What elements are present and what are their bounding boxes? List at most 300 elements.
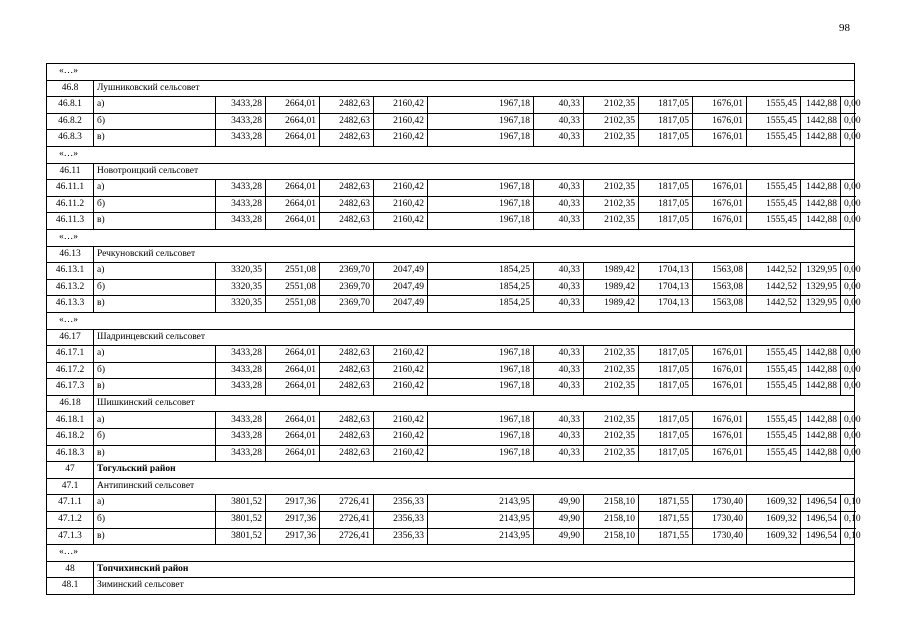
row-code: 46.11.3: [47, 213, 94, 230]
value-cell: 40,33: [534, 130, 584, 147]
value-cell: 0,00: [841, 180, 855, 197]
row-code: 46.8.1: [47, 97, 94, 114]
row-code: 46.17: [47, 329, 94, 346]
row-label: б): [94, 113, 216, 130]
settlement-name: Шишкинский сельсовет: [94, 395, 855, 412]
row-label: а): [94, 412, 216, 429]
value-cell: 40,33: [534, 379, 584, 396]
value-cell: 0,00: [841, 213, 855, 230]
row-code: 46.8.3: [47, 130, 94, 147]
row-code: 46.18.3: [47, 445, 94, 462]
value-cell: 1676,01: [693, 213, 747, 230]
value-cell: 1676,01: [693, 113, 747, 130]
value-cell: 3433,28: [216, 196, 266, 213]
value-cell: 1609,32: [747, 528, 801, 545]
value-cell: 2917,36: [266, 528, 320, 545]
row-code: 46.8: [47, 80, 94, 97]
value-cell: 2551,08: [266, 279, 320, 296]
value-cell: 1442,52: [747, 279, 801, 296]
table-row: [47, 97, 855, 114]
value-cell: 2726,41: [320, 528, 374, 545]
value-cell: 2160,42: [374, 180, 428, 197]
value-cell: 2664,01: [266, 362, 320, 379]
value-cell: 1442,88: [801, 346, 841, 363]
value-cell: 2369,70: [320, 279, 374, 296]
ellipsis-marker: «…»: [47, 64, 855, 81]
value-cell: 2160,42: [374, 429, 428, 446]
ellipsis-row: [47, 146, 855, 163]
value-cell: 1442,88: [801, 379, 841, 396]
value-cell: 1555,45: [747, 196, 801, 213]
value-cell: 1817,05: [639, 362, 693, 379]
value-cell: 1817,05: [639, 412, 693, 429]
value-cell: 1442,52: [747, 263, 801, 280]
value-cell: 3433,28: [216, 113, 266, 130]
value-cell: 2158,10: [584, 512, 639, 529]
value-cell: 40,33: [534, 429, 584, 446]
value-cell: 1676,01: [693, 445, 747, 462]
value-cell: 2482,63: [320, 429, 374, 446]
value-cell: 1676,01: [693, 429, 747, 446]
value-cell: 2482,63: [320, 130, 374, 147]
table-row: [47, 445, 855, 462]
district-header-row: [47, 462, 855, 479]
table-row: [47, 379, 855, 396]
row-label: а): [94, 346, 216, 363]
value-cell: 1676,01: [693, 180, 747, 197]
table-row: [47, 429, 855, 446]
value-cell: 2160,42: [374, 130, 428, 147]
value-cell: 0,00: [841, 296, 855, 313]
value-cell: 1676,01: [693, 97, 747, 114]
value-cell: 1442,88: [801, 362, 841, 379]
value-cell: 1442,88: [801, 213, 841, 230]
value-cell: 2482,63: [320, 113, 374, 130]
value-cell: 1442,88: [801, 196, 841, 213]
value-cell: 1329,95: [801, 279, 841, 296]
value-cell: 1967,18: [428, 445, 534, 462]
value-cell: 2664,01: [266, 379, 320, 396]
value-cell: 1555,45: [747, 362, 801, 379]
value-cell: 1676,01: [693, 362, 747, 379]
value-cell: 40,33: [534, 97, 584, 114]
value-cell: 1563,08: [693, 263, 747, 280]
value-cell: 0,00: [841, 362, 855, 379]
value-cell: 2664,01: [266, 213, 320, 230]
value-cell: 0,00: [841, 279, 855, 296]
value-cell: 3433,28: [216, 445, 266, 462]
value-cell: 2482,63: [320, 412, 374, 429]
value-cell: 1555,45: [747, 130, 801, 147]
value-cell: 49,90: [534, 495, 584, 512]
table-row: [47, 263, 855, 280]
row-code: 46.13: [47, 246, 94, 263]
row-code: 46.13.1: [47, 263, 94, 280]
value-cell: 0,10: [841, 512, 855, 529]
value-cell: 2726,41: [320, 512, 374, 529]
value-cell: 3320,35: [216, 263, 266, 280]
row-code: 48: [47, 561, 94, 578]
row-code: 46.13.3: [47, 296, 94, 313]
value-cell: 2551,08: [266, 296, 320, 313]
settlement-name: Антипинский сельсовет: [94, 478, 855, 495]
value-cell: 2102,35: [584, 379, 639, 396]
table-row: [47, 196, 855, 213]
value-cell: 40,33: [534, 263, 584, 280]
value-cell: 2664,01: [266, 130, 320, 147]
value-cell: 1704,13: [639, 296, 693, 313]
value-cell: 0,00: [841, 263, 855, 280]
value-cell: 1871,55: [639, 528, 693, 545]
row-label: в): [94, 445, 216, 462]
value-cell: 1967,18: [428, 412, 534, 429]
value-cell: 2102,35: [584, 130, 639, 147]
value-cell: 1609,32: [747, 512, 801, 529]
value-cell: 1817,05: [639, 346, 693, 363]
ellipsis-row: [47, 64, 855, 81]
table-row: [47, 346, 855, 363]
value-cell: 2160,42: [374, 97, 428, 114]
table-row: [47, 512, 855, 529]
value-cell: 1854,25: [428, 263, 534, 280]
value-cell: 2482,63: [320, 445, 374, 462]
settlement-name: Шадринцевский сельсовет: [94, 329, 855, 346]
settlement-header-row: [47, 578, 855, 595]
value-cell: 1989,42: [584, 296, 639, 313]
ellipsis-row: [47, 312, 855, 329]
value-cell: 1730,40: [693, 528, 747, 545]
value-cell: 2158,10: [584, 528, 639, 545]
value-cell: 3433,28: [216, 412, 266, 429]
value-cell: 2726,41: [320, 495, 374, 512]
value-cell: 0,10: [841, 528, 855, 545]
row-code: 48.1: [47, 578, 94, 595]
table-row: [47, 180, 855, 197]
table-row: [47, 528, 855, 545]
value-cell: 2143,95: [428, 528, 534, 545]
table-row: [47, 130, 855, 147]
value-cell: 0,00: [841, 412, 855, 429]
value-cell: 1967,18: [428, 97, 534, 114]
value-cell: 1854,25: [428, 296, 534, 313]
value-cell: 1555,45: [747, 180, 801, 197]
value-cell: 3320,35: [216, 296, 266, 313]
value-cell: 3320,35: [216, 279, 266, 296]
value-cell: 2482,63: [320, 379, 374, 396]
row-code: 46.17.3: [47, 379, 94, 396]
value-cell: 1496,54: [801, 512, 841, 529]
value-cell: 1730,40: [693, 512, 747, 529]
value-cell: 2102,35: [584, 445, 639, 462]
ellipsis-row: [47, 545, 855, 562]
row-label: б): [94, 196, 216, 213]
value-cell: 2160,42: [374, 113, 428, 130]
value-cell: 1967,18: [428, 130, 534, 147]
district-name: Тогульский район: [94, 462, 855, 479]
value-cell: 0,00: [841, 196, 855, 213]
value-cell: 3801,52: [216, 512, 266, 529]
value-cell: 40,33: [534, 113, 584, 130]
value-cell: 3433,28: [216, 429, 266, 446]
value-cell: 1329,95: [801, 263, 841, 280]
ellipsis-marker: «…»: [47, 146, 855, 163]
value-cell: 3433,28: [216, 379, 266, 396]
value-cell: 2102,35: [584, 213, 639, 230]
value-cell: 2551,08: [266, 263, 320, 280]
value-cell: 1442,88: [801, 113, 841, 130]
value-cell: 40,33: [534, 296, 584, 313]
value-cell: 2664,01: [266, 346, 320, 363]
value-cell: 0,10: [841, 495, 855, 512]
value-cell: 49,90: [534, 528, 584, 545]
value-cell: 2102,35: [584, 362, 639, 379]
value-cell: 2158,10: [584, 495, 639, 512]
value-cell: 1967,18: [428, 113, 534, 130]
value-cell: 2664,01: [266, 97, 320, 114]
value-cell: 0,00: [841, 130, 855, 147]
value-cell: 3433,28: [216, 130, 266, 147]
row-code: 47: [47, 462, 94, 479]
value-cell: 2047,49: [374, 296, 428, 313]
value-cell: 1967,18: [428, 180, 534, 197]
value-cell: 2664,01: [266, 445, 320, 462]
value-cell: 1704,13: [639, 279, 693, 296]
row-label: в): [94, 296, 216, 313]
row-code: 47.1.3: [47, 528, 94, 545]
value-cell: 1989,42: [584, 279, 639, 296]
value-cell: 3801,52: [216, 495, 266, 512]
value-cell: 2664,01: [266, 113, 320, 130]
value-cell: 2482,63: [320, 362, 374, 379]
value-cell: 1967,18: [428, 362, 534, 379]
row-code: 46.17.1: [47, 346, 94, 363]
row-code: 46.11.2: [47, 196, 94, 213]
value-cell: 1730,40: [693, 495, 747, 512]
table-row: [47, 495, 855, 512]
value-cell: 1442,88: [801, 445, 841, 462]
value-cell: 1676,01: [693, 346, 747, 363]
value-cell: 2664,01: [266, 180, 320, 197]
value-cell: 1967,18: [428, 213, 534, 230]
value-cell: 1967,18: [428, 196, 534, 213]
value-cell: 40,33: [534, 213, 584, 230]
value-cell: 1329,95: [801, 296, 841, 313]
value-cell: 1555,45: [747, 346, 801, 363]
value-cell: 1817,05: [639, 213, 693, 230]
row-label: б): [94, 279, 216, 296]
row-label: в): [94, 379, 216, 396]
value-cell: 1676,01: [693, 196, 747, 213]
tariff-table: [46, 63, 861, 595]
table-row: [47, 412, 855, 429]
row-code: 46.18.1: [47, 412, 94, 429]
value-cell: 1555,45: [747, 213, 801, 230]
settlement-header-row: [47, 163, 855, 180]
value-cell: 2143,95: [428, 495, 534, 512]
settlement-header-row: [47, 80, 855, 97]
value-cell: 1555,45: [747, 429, 801, 446]
table-row: [47, 113, 855, 130]
table-row: [47, 296, 855, 313]
row-code: 46.18.2: [47, 429, 94, 446]
value-cell: 0,00: [841, 97, 855, 114]
row-code: 46.11.1: [47, 180, 94, 197]
value-cell: 1563,08: [693, 279, 747, 296]
district-name: Топчихинский район: [94, 561, 855, 578]
value-cell: 2143,95: [428, 512, 534, 529]
value-cell: 2356,33: [374, 495, 428, 512]
value-cell: 2482,63: [320, 196, 374, 213]
value-cell: 2102,35: [584, 113, 639, 130]
value-cell: 40,33: [534, 362, 584, 379]
value-cell: 1704,13: [639, 263, 693, 280]
value-cell: 1442,88: [801, 97, 841, 114]
value-cell: 2369,70: [320, 296, 374, 313]
value-cell: 2160,42: [374, 346, 428, 363]
value-cell: 2160,42: [374, 412, 428, 429]
row-code: 46.11: [47, 163, 94, 180]
value-cell: 1817,05: [639, 130, 693, 147]
settlement-header-row: [47, 246, 855, 263]
value-cell: 0,00: [841, 379, 855, 396]
table-row: [47, 213, 855, 230]
value-cell: 1555,45: [747, 412, 801, 429]
value-cell: 2160,42: [374, 445, 428, 462]
value-cell: 2102,35: [584, 97, 639, 114]
value-cell: 1871,55: [639, 495, 693, 512]
value-cell: 2664,01: [266, 412, 320, 429]
settlement-name: Зиминский сельсовет: [94, 578, 855, 595]
value-cell: 1817,05: [639, 113, 693, 130]
settlement-header-row: [47, 329, 855, 346]
row-code: 47.1.2: [47, 512, 94, 529]
value-cell: 49,90: [534, 512, 584, 529]
ellipsis-marker: «…»: [47, 229, 855, 246]
value-cell: 1442,88: [801, 130, 841, 147]
value-cell: 2482,63: [320, 97, 374, 114]
value-cell: 1817,05: [639, 196, 693, 213]
ellipsis-row: [47, 229, 855, 246]
ellipsis-marker: «…»: [47, 312, 855, 329]
value-cell: 2160,42: [374, 362, 428, 379]
district-header-row: [47, 561, 855, 578]
value-cell: 2047,49: [374, 263, 428, 280]
value-cell: 40,33: [534, 180, 584, 197]
value-cell: 1676,01: [693, 412, 747, 429]
table-row: [47, 362, 855, 379]
ellipsis-marker: «…»: [47, 545, 855, 562]
row-label: в): [94, 528, 216, 545]
value-cell: 40,33: [534, 346, 584, 363]
value-cell: 1555,45: [747, 445, 801, 462]
row-label: а): [94, 180, 216, 197]
value-cell: 1555,45: [747, 97, 801, 114]
table-body: [47, 64, 861, 595]
table-row: [47, 279, 855, 296]
row-label: а): [94, 495, 216, 512]
value-cell: 1817,05: [639, 97, 693, 114]
value-cell: 1871,55: [639, 512, 693, 529]
row-code: 46.17.2: [47, 362, 94, 379]
value-cell: 1967,18: [428, 429, 534, 446]
value-cell: 1442,52: [747, 296, 801, 313]
value-cell: 0,00: [841, 346, 855, 363]
value-cell: 2102,35: [584, 429, 639, 446]
value-cell: 2482,63: [320, 180, 374, 197]
row-code: 46.13.2: [47, 279, 94, 296]
row-label: а): [94, 97, 216, 114]
value-cell: 1676,01: [693, 130, 747, 147]
value-cell: 1496,54: [801, 495, 841, 512]
value-cell: 1442,88: [801, 429, 841, 446]
settlement-header-row: [47, 478, 855, 495]
value-cell: 2102,35: [584, 180, 639, 197]
settlement-header-row: [47, 395, 855, 412]
value-cell: 1817,05: [639, 429, 693, 446]
row-label: а): [94, 263, 216, 280]
value-cell: 40,33: [534, 196, 584, 213]
value-cell: 1854,25: [428, 279, 534, 296]
value-cell: 3433,28: [216, 180, 266, 197]
settlement-name: Новотроицкий сельсовет: [94, 163, 855, 180]
row-label: б): [94, 512, 216, 529]
value-cell: 1817,05: [639, 379, 693, 396]
value-cell: 2160,42: [374, 213, 428, 230]
row-label: б): [94, 362, 216, 379]
value-cell: 2917,36: [266, 495, 320, 512]
value-cell: 2160,42: [374, 379, 428, 396]
value-cell: 2160,42: [374, 196, 428, 213]
value-cell: 1967,18: [428, 379, 534, 396]
row-code: 47.1: [47, 478, 94, 495]
value-cell: 2047,49: [374, 279, 428, 296]
value-cell: 1555,45: [747, 379, 801, 396]
value-cell: 0,00: [841, 429, 855, 446]
value-cell: 1989,42: [584, 263, 639, 280]
settlement-name: Речкуновский сельсовет: [94, 246, 855, 263]
row-code: 46.8.2: [47, 113, 94, 130]
value-cell: 2102,35: [584, 196, 639, 213]
value-cell: 2482,63: [320, 213, 374, 230]
value-cell: 40,33: [534, 279, 584, 296]
value-cell: 2356,33: [374, 528, 428, 545]
value-cell: 2664,01: [266, 196, 320, 213]
value-cell: 1442,88: [801, 412, 841, 429]
value-cell: 3433,28: [216, 362, 266, 379]
value-cell: 2356,33: [374, 512, 428, 529]
value-cell: 2664,01: [266, 429, 320, 446]
value-cell: 1676,01: [693, 379, 747, 396]
value-cell: 2917,36: [266, 512, 320, 529]
value-cell: 3433,28: [216, 213, 266, 230]
row-code: 46.18: [47, 395, 94, 412]
value-cell: 1563,08: [693, 296, 747, 313]
value-cell: 1609,32: [747, 495, 801, 512]
value-cell: 0,00: [841, 445, 855, 462]
row-label: в): [94, 213, 216, 230]
page-number: 98: [839, 22, 850, 34]
value-cell: 1817,05: [639, 445, 693, 462]
row-label: б): [94, 429, 216, 446]
value-cell: 2482,63: [320, 346, 374, 363]
row-code: 47.1.1: [47, 495, 94, 512]
value-cell: 3433,28: [216, 346, 266, 363]
row-label: в): [94, 130, 216, 147]
value-cell: 40,33: [534, 445, 584, 462]
value-cell: 40,33: [534, 412, 584, 429]
value-cell: 2369,70: [320, 263, 374, 280]
value-cell: 0,00: [841, 113, 855, 130]
